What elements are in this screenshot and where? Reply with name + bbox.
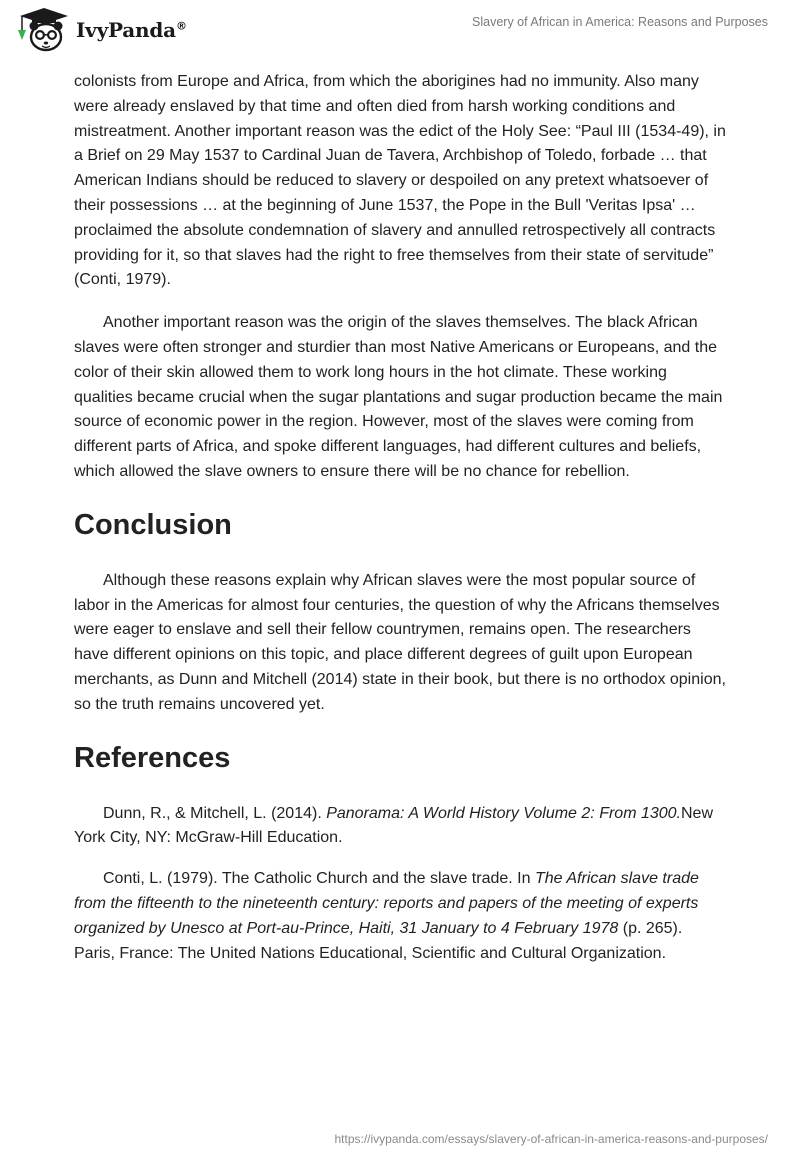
logo-wordmark: IvyPanda® <box>76 18 187 42</box>
body-paragraph: Another important reason was the origin of the slaves themselves. The black African slaves were often stronger and sturdier than most Native Americans or Europeans, and the color of their skin allowed them to work long hours in the hot climate. These working qualities became crucial when the sugar plantations and sugar production became the main source of economic power in the region. However, most of the slaves were coming from different parts of Africa, and spoke different languages, had different cultures and beliefs, which allowed the slave owners to ensure there will be no chance for rebellion. <box>74 314 723 480</box>
reference-entry: Conti, L. (1979). The Catholic Church and the slave trade. In The African slave trade from the fifteenth to the nineteenth century: reports and papers of the meeting of experts organized by Unesco at Port-au-Prince, Haiti, 31 January to 4 February 1978 (p. 265). Paris, France: The United Nations Educational, Scientific and Cultural Organization. <box>74 870 699 962</box>
conclusion-heading: Conclusion <box>74 508 232 541</box>
body-paragraph: colonists from Europe and Africa, from which the aborigines had no immunity. Also many were already enslaved by that time and often died from harsh working conditions and mistreatment. Another important reason was the edict of the Holy See: “Paul III (1534-49), in a Brief on 29 May 1537 to Cardinal Juan de Tavera, Archbishop of Toledo, forbade … that American Indians should be reduced to slavery or despoiled on any pretext whatsoever of their possessions … at the beginning of June 1537, the Pope in the Bull 'Veritas Ipsa' … proclaimed the absolute condemnation of slavery and annulled retrospectively all contracts providing for it, so that slaves had the right to free themselves from their state of servitude” (Conti, 1979). <box>74 73 726 289</box>
panda-graduate-icon <box>14 6 74 54</box>
document-title: Slavery of African in America: Reasons and Purposes <box>472 15 768 29</box>
essay-content <box>74 70 726 966</box>
source-url[interactable]: https://ivypanda.com/essays/slavery-of-african-in-america-reasons-and-purposes/ <box>334 1132 768 1146</box>
references-heading: References <box>74 741 231 774</box>
reference-entry: Dunn, R., & Mitchell, L. (2014). Panorama: A World History Volume 2: From 1300.New York City, NY: McGraw-Hill Education. <box>74 804 714 847</box>
page-header <box>0 0 800 64</box>
conclusion-paragraph: Although these reasons explain why African slaves were the most popular source of labor in the Americas for almost four centuries, the question of why the Africans themselves were eager to enslave and sell their fellow countrymen, remains open. The researchers have different opinions on this topic, and place different degrees of guilt upon European merchants, as Dunn and Mitchell (2014) state in their book, but there is no orthodox opinion, so the truth remains uncovered yet. <box>74 571 726 713</box>
ivypanda-logo[interactable] <box>14 6 187 54</box>
